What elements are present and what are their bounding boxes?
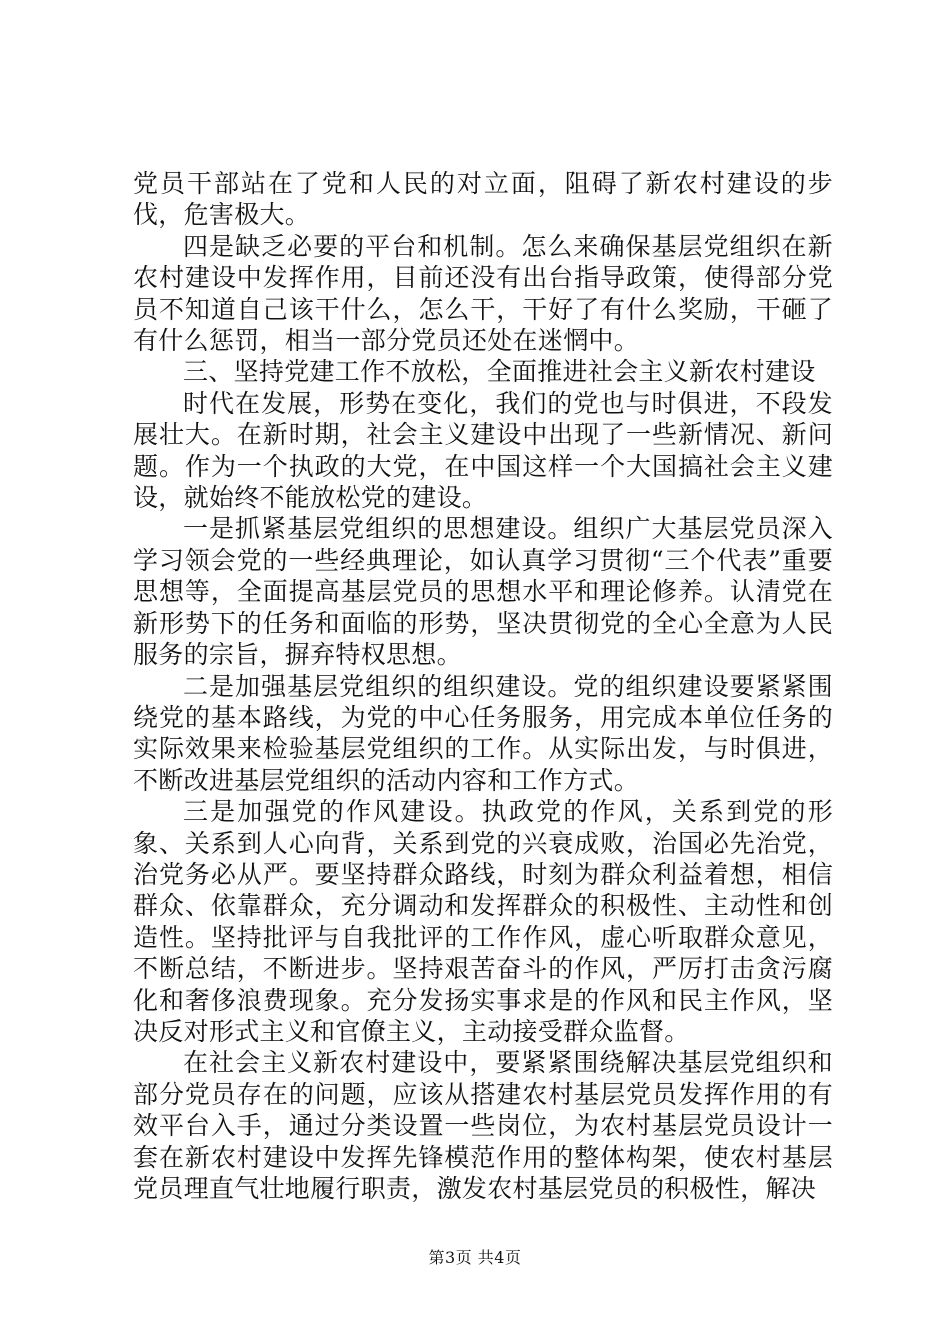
paragraph-2: 四是缺乏必要的平台和机制。怎么来确保基层党组织在新农村建设中发挥作用，目前还没有出台指导政策，使得部分党员不知道自己该干什么，怎么干，干好了有什么奖励，干砸了有什么惩罚，相当一部分党员还处在迷惘中。 xyxy=(133,231,833,356)
section-heading-3: 三、坚持党建工作不放松，全面推进社会主义新农村建设 xyxy=(183,357,816,387)
document-body xyxy=(133,168,833,1204)
paragraph-5: 一是抓紧基层党组织的思想建设。组织广大基层党员深入学习领会党的一些经典理论，如认真学习贯彻“三个代表”重要思想等，全面提高基层党员的思想水平和理论修养。认清党在新形势下的任务和面临的形势，坚决贯彻党的全心全意为人民服务的宗旨，摒弃特权思想。 xyxy=(133,514,833,670)
page-number-footer: 第3页 共4页 xyxy=(428,1248,522,1267)
paragraph-4: 时代在发展，形势在变化，我们的党也与时俱进，不段发展壮大。在新时期，社会主义建设中出现了一些新情况、新问题。作为一个执政的大党，在中国这样一个大国搞社会主义建设，就始终不能放松党的建设。 xyxy=(133,388,833,513)
paragraph-1: 党员干部站在了党和人民的对立面，阻碍了新农村建设的步伐，危害极大。 xyxy=(133,169,833,230)
paragraph-7: 三是加强党的作风建设。执政党的作风，关系到党的形象、关系到人心向背，关系到党的兴衰成败，治国必先治党，治党务必从严。要坚持群众路线，时刻为群众利益着想，相信群众、依靠群众，充分调动和发挥群众的积极性、主动性和创造性。坚持批评与自我批评的工作作风，虚心听取群众意见，不断总结，不断进步。坚持艰苦奋斗的作风，严厉打击贪污腐化和奢侈浪费现象。充分发扬实事求是的作风和民主作风，坚决反对形式主义和官僚主义，主动接受群众监督。 xyxy=(133,797,833,1046)
paragraph-8: 在社会主义新农村建设中，要紧紧围绕解决基层党组织和部分党员存在的问题，应该从搭建农村基层党员发挥作用的有效平台入手，通过分类设置一些岗位，为农村基层党员设计一套在新农村建设中发挥先锋模范作用的整体构架，使农村基层党员理直气壮地履行职责，激发农村基层党员的积极性，解决 xyxy=(133,1048,833,1203)
paragraph-6: 二是加强基层党组织的组织建设。党的组织建设要紧紧围绕党的基本路线，为党的中心任务服务，用完成本单位任务的实际效果来检验基层党组织的工作。从实际出发，与时俱进，不断改进基层党组织的活动内容和工作方式。 xyxy=(133,671,833,795)
